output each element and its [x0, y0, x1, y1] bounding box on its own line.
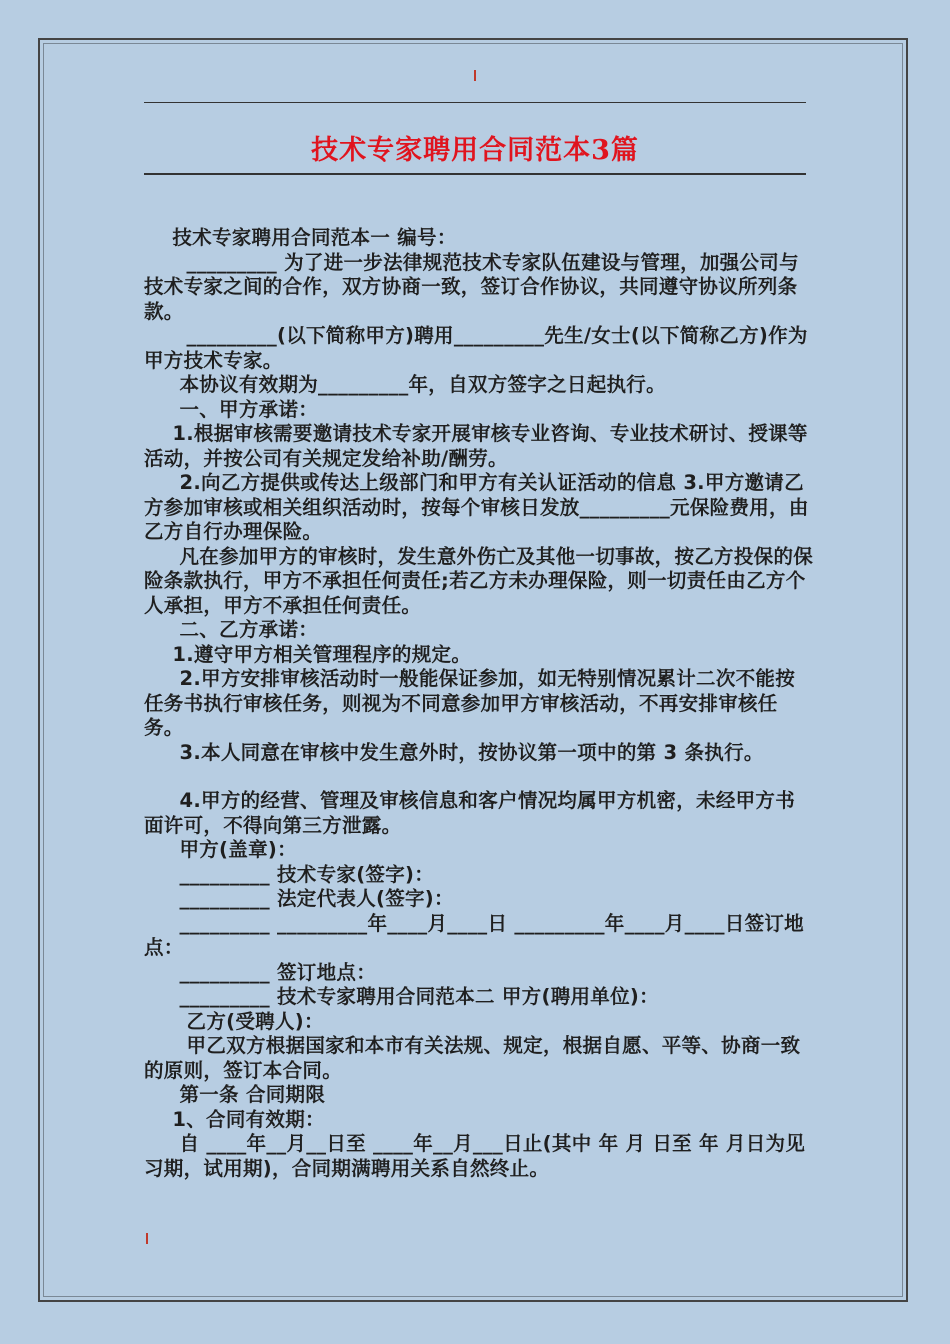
body-paragraph: 1、合同有效期： [144, 1107, 325, 1131]
body-paragraph: 3.本人同意在审核中发生意外时，按协议第一项中的第 3 条执行。 [144, 740, 764, 764]
title-rule [144, 173, 806, 175]
body-paragraph: 2.甲方安排审核活动时一般能保证参加，如无特别情况累计二次不能按任务书执行审核任务，则视为不同意参加甲方审核活动，不再安排审核任务。 [144, 667, 796, 739]
body-paragraph: 乙方(受聘人)： [144, 1009, 324, 1033]
document-body [144, 226, 814, 1181]
body-paragraph: _________ 签订地点： [144, 960, 376, 984]
body-paragraph: 一、甲方承诺： [144, 397, 319, 421]
body-paragraph: 自 ____年__月__日至 ____年__月___日止(其中 年 月 日至 年 月日为见习期，试用期)，合同期满聘用关系自然终止。 [144, 1132, 806, 1180]
body-paragraph: 4.甲方的经营、管理及审核信息和客户情况均属甲方机密，未经甲方书面许可，不得向第三方泄露。 [144, 789, 796, 837]
body-paragraph: 1.根据审核需要邀请技术专家开展审核专业咨询、专业技术研讨、授课等活动，并按公司有关规定发给补助/酬劳。 [144, 422, 808, 470]
footer-mark [146, 1233, 148, 1244]
document-title: 技术专家聘用合同范本3篇 [311, 135, 639, 166]
body-paragraph: _________(以下简称甲方)聘用_________先生/女士(以下简称乙方)作为甲方技术专家。 [144, 324, 808, 372]
body-paragraph: _________ _________年____月____日 _________年____月____日签订地点： [144, 911, 804, 959]
body-paragraph: _________ 法定代表人(签字)： [144, 887, 454, 910]
body-paragraph: 第一条 合同期限 [144, 1083, 326, 1106]
body-paragraph: 1.遵守甲方相关管理程序的规定。 [144, 642, 472, 666]
blank-line [144, 765, 814, 789]
body-paragraph: 二、乙方承诺： [144, 618, 319, 641]
body-paragraph: 2.向乙方提供或传达上级部门和甲方有关认证活动的信息 3.甲方邀请乙方参加审核或相关组织活动时，按每个审核日发放_________元保险费用，由乙方自行办理保险。 [144, 471, 809, 543]
header-rule [144, 102, 806, 103]
body-paragraph: _________ 技术专家聘用合同范本二 甲方(聘用单位)： [144, 985, 659, 1008]
body-paragraph: 本协议有效期为_________年，自双方签字之日起执行。 [144, 373, 666, 396]
body-paragraph: 凡在参加甲方的审核时，发生意外伤亡及其他一切事故，按乙方投保的保险条款执行，甲方不承担任何责任;若乙方未办理保险，则一切责任由乙方个人承担，甲方不承担任何责任。 [144, 544, 814, 617]
body-paragraph: _________ 为了进一步法律规范技术专家队伍建设与管理，加强公司与技术专家之间的合作，双方协商一致，签订合作协议，共同遵守协议所列条款。 [144, 250, 799, 323]
header-mark [474, 70, 476, 81]
body-paragraph: 甲方(盖章)： [144, 838, 297, 861]
body-paragraph: 技术专家聘用合同范本一 编号： [144, 226, 457, 249]
body-paragraph: _________ 技术专家(签字)： [144, 862, 435, 886]
body-paragraph: 甲乙双方根据国家和本市有关法规、规定，根据自愿、平等、协商一致的原则，签订本合同。 [144, 1034, 801, 1082]
